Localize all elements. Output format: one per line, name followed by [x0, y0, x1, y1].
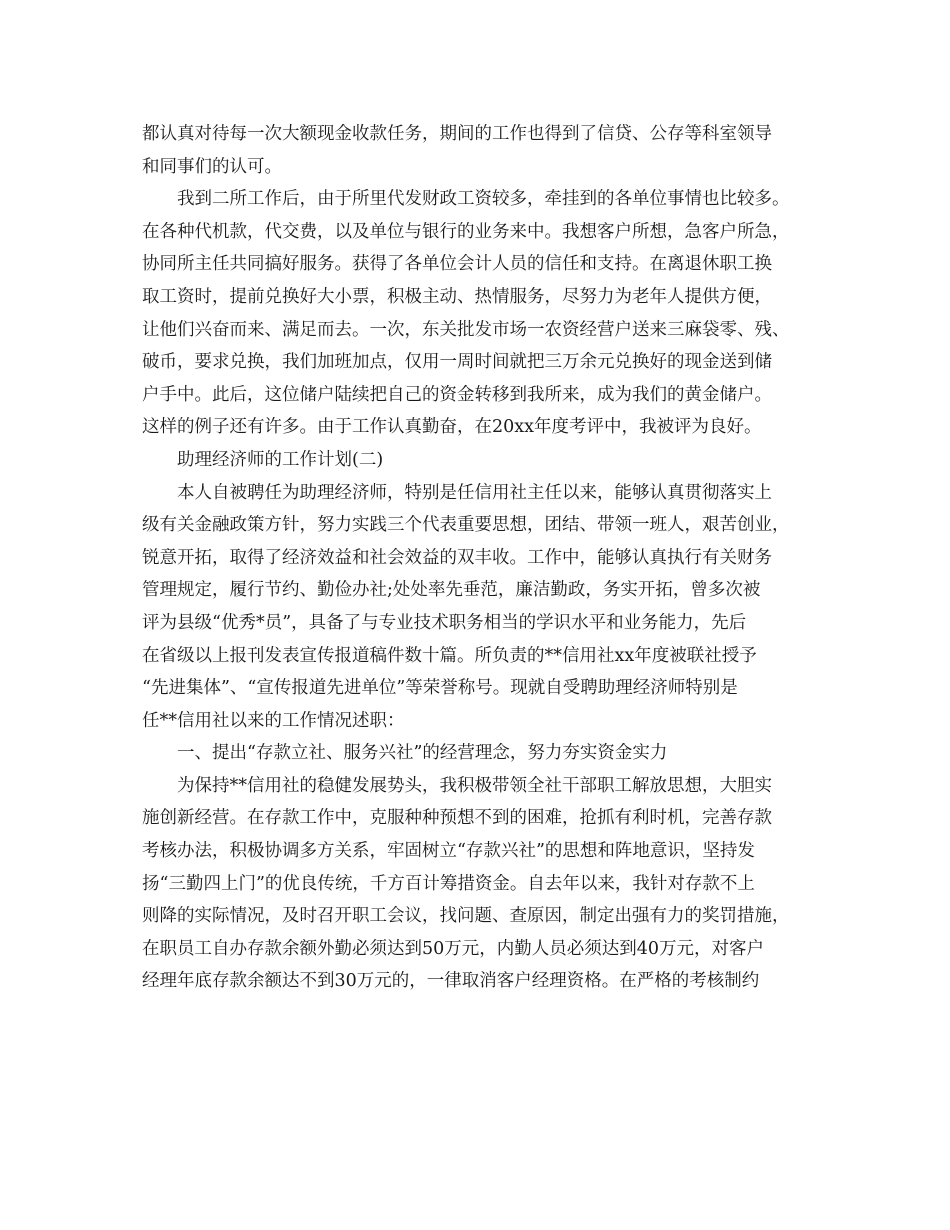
text-line: 助理经济师的工作计划(二): [177, 449, 384, 470]
text-line: 我到二所工作后，由于所里代发财政工资较多，牵挂到的各单位事情也比较多。: [177, 189, 790, 210]
text-line: 任**信用社以来的工作情况述职：: [142, 710, 405, 731]
text-line: 户手中。此后，这位储户陆续把自己的资金转移到我所来，成为我们的黄金储户。: [142, 384, 772, 405]
text-line: 在省级以上报刊发表宣传报道稿件数十篇。所负责的**信用社xx年度被联社授予: [142, 645, 757, 666]
text-line: 在职员工自办存款余额外勤必须达到50万元，内勤人员必须达到40万元，对客户: [142, 938, 765, 959]
text-line: 都认真对待每一次大额现金收款任务，期间的工作也得到了信贷、公存等科室领导: [142, 124, 772, 144]
document-body: [142, 118, 812, 998]
text-line: 施创新经营。在存款工作中，克服种种预想不到的困难，抢抓有利时机，完善存款: [142, 808, 772, 829]
text-line: 这样的例子还有许多。由于工作认真勤奋，在20xx年度考评中，我被评为良好。: [142, 417, 762, 438]
text-line: 评为县级“优秀*员”，具备了与专业技术职务相当的学识水平和业务能力，先后: [142, 612, 747, 633]
text-line: 则降的实际情况，及时召开职工会议，找问题、查原因，制定出强有力的奖罚措施，: [142, 906, 790, 927]
text-line: 锐意开拓，取得了经济效益和社会效益的双丰收。工作中，能够认真执行有关财务: [142, 547, 772, 568]
text-line: 让他们兴奋而来、满足而去。一次，东关批发市场一农资经营户送来三麻袋零、残、: [142, 319, 790, 340]
text-line: 为保持**信用社的稳健发展势头，我积极带领全社干部职工解放思想，大胆实: [177, 775, 772, 796]
text-line: 一、提出“存款立社、服务兴社”的经营理念，努力夯实资金实力: [177, 743, 668, 764]
text-line: 和同事们的认可。: [142, 156, 282, 177]
text-line: 经理年底存款余额达不到30万元的，一律取消客户经理资格。在严格的考核制约: [142, 971, 760, 992]
text-line: “先进集体”、“宣传报道先进单位”等荣誉称号。现就自受聘助理经济师特别是: [142, 678, 738, 699]
text-line: 在各种代机款，代交费，以及单位与银行的业务来中。我想客户所想，急客户所急，: [142, 221, 790, 242]
text-line: 管理规定，履行节约、勤俭办社;处处率先垂范，廉洁勤政，务实开拓，曾多次被: [142, 580, 761, 601]
text-line: 协同所主任共同搞好服务。获得了各单位会计人员的信任和支持。在离退休职工换: [142, 254, 772, 275]
text-line: 考核办法，积极协调多方关系，牢固树立“存款兴社”的思想和阵地意识，坚持发: [142, 841, 755, 862]
text-line: 本人自被聘任为助理经济师，特别是任信用社主任以来，能够认真贯彻落实上: [177, 482, 772, 503]
text-line: 破币，要求兑换，我们加班加点，仅用一周时间就把三万余元兑换好的现金送到储: [142, 352, 772, 373]
text-line: 级有关金融政策方针，努力实践三个代表重要思想，团结、带领一班人，艰苦创业，: [142, 515, 790, 536]
text-line: 取工资时，提前兑换好大小票，积极主动、热情服务，尽努力为老年人提供方便，: [142, 286, 772, 307]
text-line: 扬“三勤四上门”的优良传统，千方百计筹措资金。自去年以来，我针对存款不上: [142, 873, 755, 894]
